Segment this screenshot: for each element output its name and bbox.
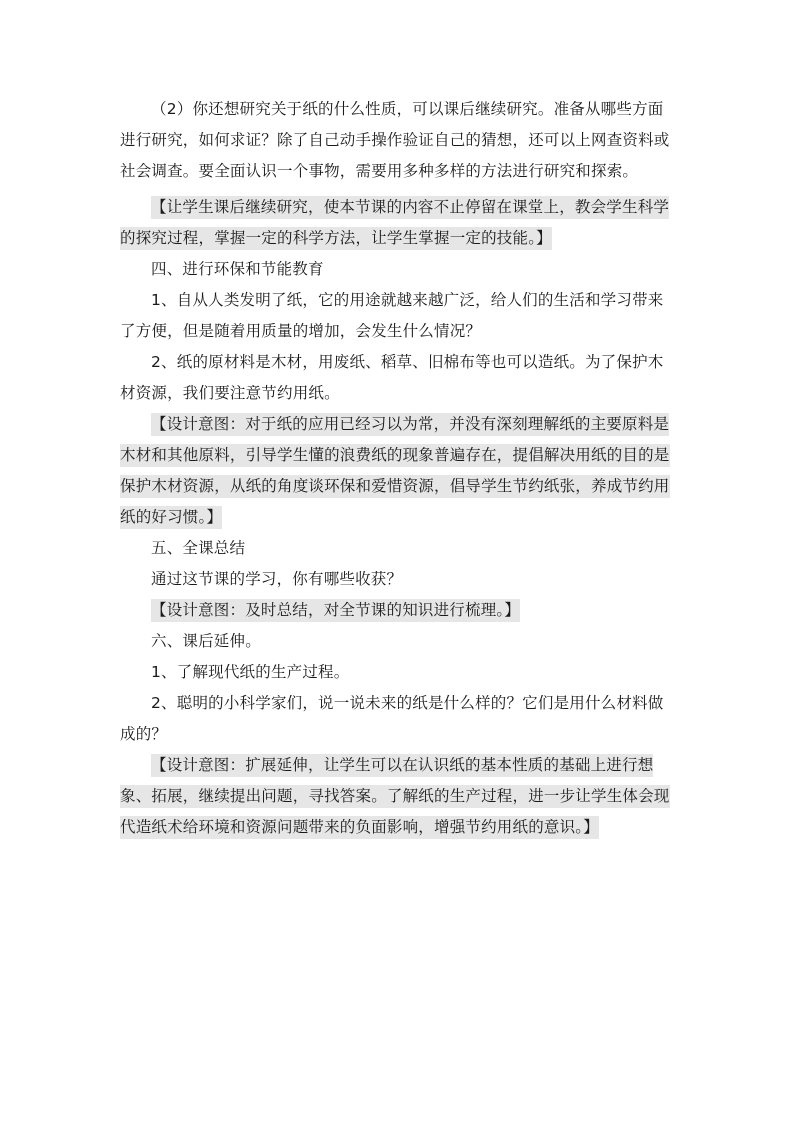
section-heading-environment <box>120 254 676 285</box>
paragraph-text: 2、聪明的小科学家们，说一说未来的纸是什么样的？它们是用什么材料做成的？ <box>120 694 664 743</box>
paragraph-text: （2）你还想研究关于纸的什么性质，可以课后继续研究。准备从哪些方面进行研究，如何求证？除了自己动手操作验证自己的猜想，还可以上网查资料或社会调查。要全面认识一个事物，需要用多种多样的方法进行研究和探索。 <box>120 100 670 180</box>
paragraph-text: 2、纸的原材料是木材，用废纸、稻草、旧棉布等也可以造纸。为了保护木材资源，我们要注意节约用纸。 <box>120 353 664 402</box>
section-heading-summary <box>120 533 676 564</box>
paragraph-text: 通过这节课的学习，你有哪些收获？ <box>151 570 403 588</box>
paragraph-paper-usage <box>120 285 676 347</box>
heading-text: 五、全课总结 <box>151 539 246 557</box>
heading-text: 四、进行环保和节能教育 <box>151 260 324 278</box>
design-note-environment <box>120 409 676 533</box>
highlighted-note: 【设计意图：及时总结，对全节课的知识进行梳理。】 <box>151 599 520 622</box>
design-note-further-research <box>120 192 676 254</box>
design-note-summary <box>120 595 676 626</box>
design-note-extension <box>120 750 676 843</box>
paragraph-raw-materials <box>120 347 676 409</box>
paragraph-summary-question <box>120 564 676 595</box>
paragraph-further-research <box>120 94 676 187</box>
section-heading-extension <box>120 626 676 657</box>
paragraph-text: 1、自从人类发明了纸，它的用途就越来越广泛，给人们的生活和学习带来了方便，但是随着用质量的增加，会发生什么情况？ <box>120 291 664 340</box>
paragraph-production-process <box>120 657 676 688</box>
paragraph-future-paper <box>120 688 676 750</box>
heading-text: 六、课后延伸。 <box>151 632 261 650</box>
highlighted-note: 【设计意图：扩展延伸，让学生可以在认识纸的基本性质的基础上进行想象、拓展，继续提出问题，寻找答案。了解纸的生产过程，进一步让学生体会现代造纸术给环境和资源问题带来的负面影响，增强节约用纸的意识。】 <box>120 754 670 839</box>
paragraph-text: 1、了解现代纸的生产过程。 <box>151 663 350 681</box>
highlighted-note: 【设计意图：对于纸的应用已经习以为常，并没有深刻理解纸的主要原料是木材和其他原料，引导学生懂的浪费纸的现象普遍存在，提倡解决用纸的目的是保护木材资源，从纸的角度谈环保和爱惜资源，倡导学生节约纸张，养成节约用纸的好习惯。】 <box>120 413 670 529</box>
highlighted-note: 【让学生课后继续研究，使本节课的内容不止停留在课堂上，教会学生科学的探究过程，掌握一定的科学方法，让学生掌握一定的技能。】 <box>120 196 669 250</box>
